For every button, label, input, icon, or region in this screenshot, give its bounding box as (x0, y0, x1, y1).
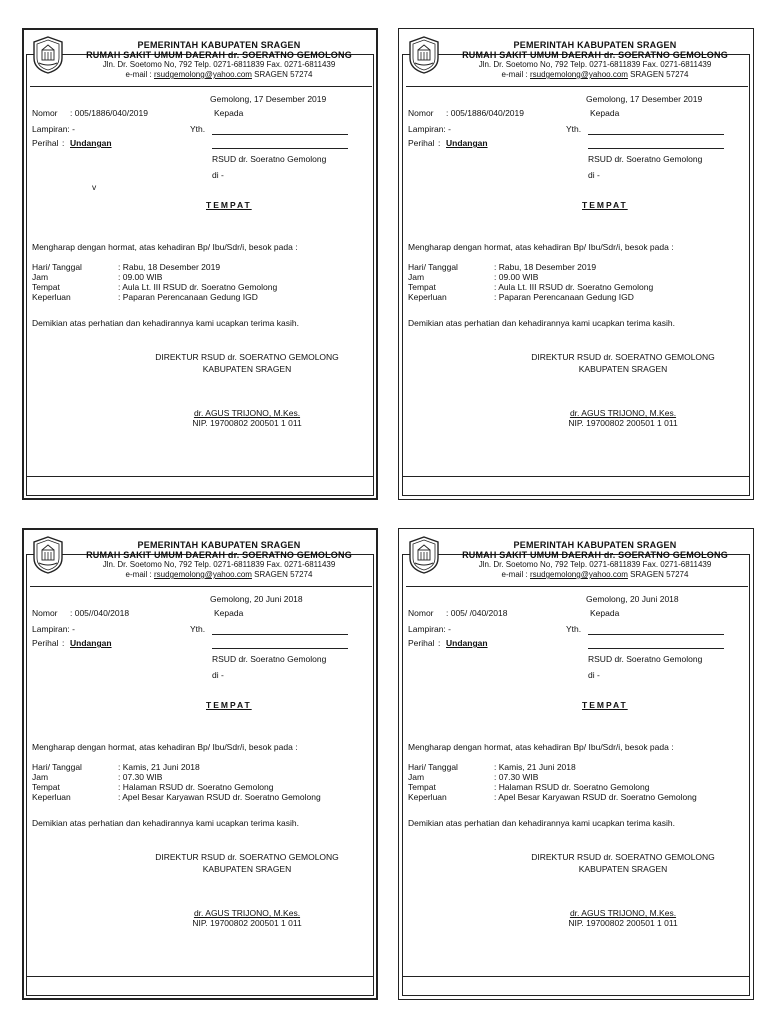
recipient-name: RSUD dr. Soeratno Gemolong (212, 654, 327, 664)
email-link[interactable]: rsudgemolong@yahoo.com (154, 570, 252, 579)
jam-label: Jam (408, 272, 425, 282)
invitation-letter-3 (22, 528, 378, 1000)
kepada-label: Kepada (214, 608, 244, 618)
tempat-value: : Aula Lt. III RSUD dr. Soeratno Gemolong (494, 282, 654, 292)
signatory-title: DIREKTUR RSUD dr. SOERATNO GEMOLONG (531, 352, 715, 362)
signatory-name: dr. AGUS TRIJONO, M.Kes. (569, 908, 677, 918)
letterhead-rule (30, 586, 372, 587)
regency-emblem-icon (408, 36, 440, 74)
tempat-heading: TEMPAT (206, 200, 252, 210)
hari-value: : Rabu, 18 Desember 2019 (494, 262, 597, 272)
letterhead (66, 40, 372, 80)
letterhead (442, 540, 748, 580)
letterhead (442, 40, 748, 80)
keperluan-label: Keperluan (32, 792, 71, 802)
nomor-value: : 005//040/2018 (70, 608, 130, 618)
yth-label: Yth. (566, 124, 582, 134)
place-date: Gemolong, 17 Desember 2019 (586, 94, 703, 104)
keperluan-value: : Apel Besar Karyawan RSUD dr. Soeratno Gemolong (118, 792, 321, 802)
hari-value: : Rabu, 18 Desember 2019 (118, 262, 221, 272)
regency-emblem-icon (32, 536, 64, 574)
closing-text: Demikian atas perhatian dan kehadirannya kami ucapkan terima kasih. (32, 318, 299, 328)
signatory-name: dr. AGUS TRIJONO, M.Kes. (193, 908, 301, 918)
recipient-di: di - (588, 170, 600, 180)
letterhead-address: Jln. Dr. Soetomo No, 792 Telp. 0271-6811839 Fax. 0271-6811439 (478, 60, 712, 69)
signatory-title: DIREKTUR RSUD dr. SOERATNO GEMOLONG (531, 852, 715, 862)
letterhead (66, 540, 372, 580)
recipient-line-2 (212, 148, 348, 149)
signatory-region: KABUPATEN SRAGEN (578, 364, 668, 374)
signatory-name: dr. AGUS TRIJONO, M.Kes. (569, 408, 677, 418)
recipient-name: RSUD dr. Soeratno Gemolong (212, 154, 327, 164)
signatory-title: DIREKTUR RSUD dr. SOERATNO GEMOLONG (155, 352, 339, 362)
recipient-line-2 (588, 148, 724, 149)
stray-mark: v (92, 182, 97, 192)
signatory-nip: NIP. 19700802 200501 1 011 (568, 418, 678, 428)
inner-border (402, 554, 750, 996)
letterhead-address: Jln. Dr. Soetomo No, 792 Telp. 0271-6811839 Fax. 0271-6811439 (478, 560, 712, 569)
lampiran-label: Lampiran: - (32, 124, 75, 134)
signatory-region: KABUPATEN SRAGEN (202, 864, 292, 874)
perihal-colon: : (62, 638, 65, 648)
letterhead-government: PEMERINTAH KABUPATEN SRAGEN (513, 540, 677, 550)
footer-band (26, 476, 374, 496)
letterhead-government: PEMERINTAH KABUPATEN SRAGEN (513, 40, 677, 50)
closing-text: Demikian atas perhatian dan kehadirannya kami ucapkan terima kasih. (408, 318, 675, 328)
tempat-value: : Halaman RSUD dr. Soeratno Gemolong (118, 782, 274, 792)
letterhead-rule (30, 86, 372, 87)
letterhead-contact (66, 570, 372, 580)
nomor-label: Nomor (32, 608, 58, 618)
perihal-label: Perihal (32, 138, 59, 148)
email-suffix: SRAGEN 57274 (251, 570, 313, 579)
nomor-value: : 005/1886/040/2019 (446, 108, 524, 118)
jam-label: Jam (32, 272, 49, 282)
recipient-line-1 (588, 134, 724, 135)
email-link[interactable]: rsudgemolong@yahoo.com (154, 70, 252, 79)
letterhead-address: Jln. Dr. Soetomo No, 792 Telp. 0271-6811839 Fax. 0271-6811439 (102, 60, 336, 69)
nomor-value: : 005/ /040/2018 (446, 608, 508, 618)
keperluan-label: Keperluan (408, 292, 447, 302)
regency-emblem-icon (32, 36, 64, 74)
hari-label: Hari/ Tanggal (408, 762, 458, 772)
tempat-heading: TEMPAT (206, 700, 252, 710)
perihal-colon: : (438, 638, 441, 648)
footer-band (402, 476, 750, 496)
place-date: Gemolong, 17 Desember 2019 (210, 94, 327, 104)
tempat-label: Tempat (32, 282, 60, 292)
inner-border (402, 54, 750, 496)
email-link[interactable]: rsudgemolong@yahoo.com (530, 570, 628, 579)
letterhead-contact (442, 70, 748, 80)
intro-text: Mengharap dengan hormat, atas kehadiran Bp/ Ibu/Sdr/i, besok pada : (408, 242, 674, 252)
tempat-value: : Halaman RSUD dr. Soeratno Gemolong (494, 782, 650, 792)
lampiran-label: Lampiran: - (408, 624, 451, 634)
jam-value: : 07.30 WIB (494, 772, 539, 782)
intro-text: Mengharap dengan hormat, atas kehadiran Bp/ Ibu/Sdr/i, besok pada : (32, 742, 298, 752)
yth-label: Yth. (566, 624, 582, 634)
tempat-value: : Aula Lt. III RSUD dr. Soeratno Gemolong (118, 282, 278, 292)
intro-text: Mengharap dengan hormat, atas kehadiran Bp/ Ibu/Sdr/i, besok pada : (32, 242, 298, 252)
invitation-letter-2 (398, 28, 754, 500)
signatory-title: DIREKTUR RSUD dr. SOERATNO GEMOLONG (155, 852, 339, 862)
signatory-nip: NIP. 19700802 200501 1 011 (192, 418, 302, 428)
signatory-name: dr. AGUS TRIJONO, M.Kes. (193, 408, 301, 418)
email-prefix: e-mail : (501, 570, 530, 579)
invitation-letter-1 (22, 28, 378, 500)
email-prefix: e-mail : (125, 570, 154, 579)
recipient-line-1 (212, 134, 348, 135)
recipient-line-2 (212, 648, 348, 649)
keperluan-value: : Apel Besar Karyawan RSUD dr. Soeratno Gemolong (494, 792, 697, 802)
letterhead-rule (406, 86, 748, 87)
nomor-value: : 005/1886/040/2019 (70, 108, 148, 118)
jam-value: : 09.00 WIB (118, 272, 163, 282)
recipient-name: RSUD dr. Soeratno Gemolong (588, 654, 703, 664)
nomor-label: Nomor (408, 608, 434, 618)
perihal-value: Undangan (446, 138, 488, 148)
tempat-heading: TEMPAT (582, 200, 628, 210)
intro-text: Mengharap dengan hormat, atas kehadiran Bp/ Ibu/Sdr/i, besok pada : (408, 742, 674, 752)
nomor-label: Nomor (408, 108, 434, 118)
jam-value: : 07.30 WIB (118, 772, 163, 782)
jam-label: Jam (32, 772, 49, 782)
invitation-letter-4 (398, 528, 754, 1000)
keperluan-value: : Paparan Perencanaan Gedung IGD (118, 292, 258, 302)
inner-border (26, 54, 374, 496)
letterhead-address: Jln. Dr. Soetomo No, 792 Telp. 0271-6811839 Fax. 0271-6811439 (102, 560, 336, 569)
place-date: Gemolong, 20 Juni 2018 (210, 594, 303, 604)
recipient-line-1 (588, 634, 724, 635)
tempat-heading: TEMPAT (582, 700, 628, 710)
kepada-label: Kepada (214, 108, 244, 118)
perihal-colon: : (62, 138, 65, 148)
footer-band (402, 976, 750, 996)
letterhead-hospital: RUMAH SAKIT UMUM DAERAH dr. SOERATNO GEMOLONG (462, 550, 728, 560)
recipient-line-2 (588, 648, 724, 649)
letterhead-hospital: RUMAH SAKIT UMUM DAERAH dr. SOERATNO GEMOLONG (86, 550, 352, 560)
letterhead-government: PEMERINTAH KABUPATEN SRAGEN (137, 540, 301, 550)
closing-text: Demikian atas perhatian dan kehadirannya kami ucapkan terima kasih. (408, 818, 675, 828)
email-suffix: SRAGEN 57274 (251, 70, 313, 79)
kepada-label: Kepada (590, 108, 620, 118)
yth-label: Yth. (190, 124, 206, 134)
signatory-region: KABUPATEN SRAGEN (578, 864, 668, 874)
perihal-value: Undangan (70, 638, 112, 648)
letterhead-contact (66, 70, 372, 80)
perihal-value: Undangan (70, 138, 112, 148)
letterhead-rule (406, 586, 748, 587)
jam-value: : 09.00 WIB (494, 272, 539, 282)
perihal-label: Perihal (408, 138, 435, 148)
keperluan-label: Keperluan (32, 292, 71, 302)
perihal-label: Perihal (408, 638, 435, 648)
letterhead-government: PEMERINTAH KABUPATEN SRAGEN (137, 40, 301, 50)
lampiran-label: Lampiran: - (408, 124, 451, 134)
tempat-label: Tempat (32, 782, 60, 792)
tempat-label: Tempat (408, 782, 436, 792)
perihal-label: Perihal (32, 638, 59, 648)
hari-label: Hari/ Tanggal (32, 762, 82, 772)
lampiran-label: Lampiran: - (32, 624, 75, 634)
perihal-colon: : (438, 138, 441, 148)
place-date: Gemolong, 20 Juni 2018 (586, 594, 679, 604)
email-prefix: e-mail : (125, 70, 154, 79)
regency-emblem-icon (408, 536, 440, 574)
hari-label: Hari/ Tanggal (408, 262, 458, 272)
email-suffix: SRAGEN 57274 (627, 70, 689, 79)
nomor-label: Nomor (32, 108, 58, 118)
letterhead-contact (442, 570, 748, 580)
letterhead-hospital: RUMAH SAKIT UMUM DAERAH dr. SOERATNO GEMOLONG (86, 50, 352, 60)
yth-label: Yth. (190, 624, 206, 634)
closing-text: Demikian atas perhatian dan kehadirannya kami ucapkan terima kasih. (32, 818, 299, 828)
inner-border (26, 554, 374, 996)
recipient-line-1 (212, 634, 348, 635)
signatory-nip: NIP. 19700802 200501 1 011 (192, 918, 302, 928)
keperluan-value: : Paparan Perencanaan Gedung IGD (494, 292, 634, 302)
email-prefix: e-mail : (501, 70, 530, 79)
letterhead-hospital: RUMAH SAKIT UMUM DAERAH dr. SOERATNO GEMOLONG (462, 50, 728, 60)
recipient-di: di - (212, 670, 224, 680)
email-suffix: SRAGEN 57274 (627, 570, 689, 579)
recipient-name: RSUD dr. Soeratno Gemolong (588, 154, 703, 164)
hari-label: Hari/ Tanggal (32, 262, 82, 272)
keperluan-label: Keperluan (408, 792, 447, 802)
tempat-label: Tempat (408, 282, 436, 292)
hari-value: : Kamis, 21 Juni 2018 (494, 762, 576, 772)
perihal-value: Undangan (446, 638, 488, 648)
kepada-label: Kepada (590, 608, 620, 618)
recipient-di: di - (212, 170, 224, 180)
signatory-nip: NIP. 19700802 200501 1 011 (568, 918, 678, 928)
recipient-di: di - (588, 670, 600, 680)
jam-label: Jam (408, 772, 425, 782)
footer-band (26, 976, 374, 996)
signatory-region: KABUPATEN SRAGEN (202, 364, 292, 374)
email-link[interactable]: rsudgemolong@yahoo.com (530, 70, 628, 79)
hari-value: : Kamis, 21 Juni 2018 (118, 762, 200, 772)
